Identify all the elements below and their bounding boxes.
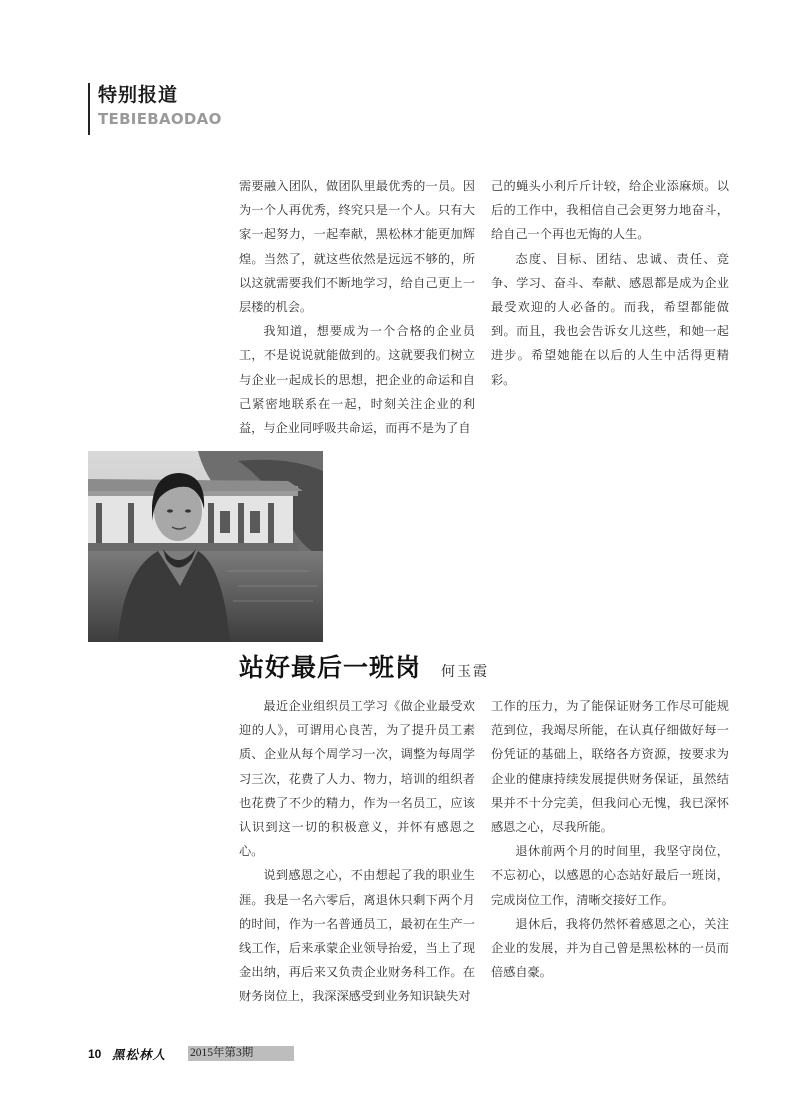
article-title: 站好最后一班岗 — [239, 653, 422, 682]
section-header — [88, 83, 222, 135]
paragraph: 己的蝇头小利斤斤计较，给企业添麻烦。以后的工作中，我相信自己会更努力地奋斗，给自己一个再也无悔的人生。 — [491, 179, 729, 242]
paragraph: 退休前两个月的时间里，我坚守岗位，不忘初心，以感恩的心态站好最后一班岗，完成岗位工作，清晰交接好工作。 — [491, 844, 729, 907]
author-photo — [88, 451, 323, 642]
article-title-row — [239, 648, 489, 682]
paragraph: 退休后，我将仍然怀着感恩之心，关注企业的发展，并为自己曾是黑松林的一员而倍感自豪。 — [491, 916, 729, 980]
paragraph: 工作的压力，为了能保证财务工作尽可能规范到位，我竭尽所能，在认真仔细做好每一份凭证的基础上，联络各方资源，按要求为企业的健康持续发展提供财务保证，虽然结果并不十分完美，但我问心无愧，我已深怀感恩之心，尽我所能。 — [491, 699, 729, 835]
upper-article-column-2 — [491, 174, 729, 392]
issue-label: 2015年第3期 — [188, 1046, 294, 1061]
paragraph: 需要融入团队，做团队里最优秀的一员。因为一个人再优秀，终究只是一个人。只有大家一起努力，一起奉献，黑松林才能更加辉煌。当然了，就这些依然是远远不够的，所以这就需要我们不断地学习，给自己更上一层楼的机会。 — [239, 179, 475, 315]
section-title-cn: 特别报道 — [98, 84, 179, 106]
paragraph: 最近企业组织员工学习《做企业最受欢迎的人》，可谓用心良苦，为了提升员工素质、企业从每个周学习一次，调整为每周学习三次，花费了人力、物力，培训的组织者也花费了不少的精力，作为一名员工，应该认识到这一切的积极意义，并怀有感恩之心。 — [239, 699, 475, 859]
section-title-en: TEBIEBAODAO — [98, 110, 222, 128]
paragraph: 态度、目标、团结、忠诚、责任、竞争、学习、奋斗、奉献、感恩都是成为企业最受欢迎的人必备的。而我，希望都能做到。而且，我也会告诉女儿这些，和她一起进步。希望她能在以后的人生中活得更精彩。 — [491, 251, 729, 387]
upper-article-column-1 — [239, 174, 475, 440]
magazine-name: 黑松林人 — [112, 1046, 167, 1062]
paragraph: 我知道，想要成为一个合格的企业员工，不是说说就能做到的。这就要我们树立与企业一起成长的思想，把企业的命运和自己紧密地联系在一起，时刻关注企业的利益，与企业同呼吸共命运，而再不是为了自 — [239, 324, 475, 436]
article-author: 何玉霞 — [441, 664, 490, 680]
page-footer — [88, 1046, 294, 1061]
author-photo-image — [88, 451, 323, 642]
article-column-2 — [491, 694, 729, 984]
paragraph: 说到感恩之心，不由想起了我的职业生涯。我是一名六零后，离退休只剩下两个月的时间，作为一名普通员工，最初在生产一线工作，后来承蒙企业领导抬爱，当上了现金出纳，再后来又负责企业财务科工作。在财务岗位上，我深深感受到业务知识缺失对 — [239, 868, 475, 1004]
article-column-1 — [239, 694, 475, 1009]
page-number: 10 — [88, 1046, 102, 1061]
